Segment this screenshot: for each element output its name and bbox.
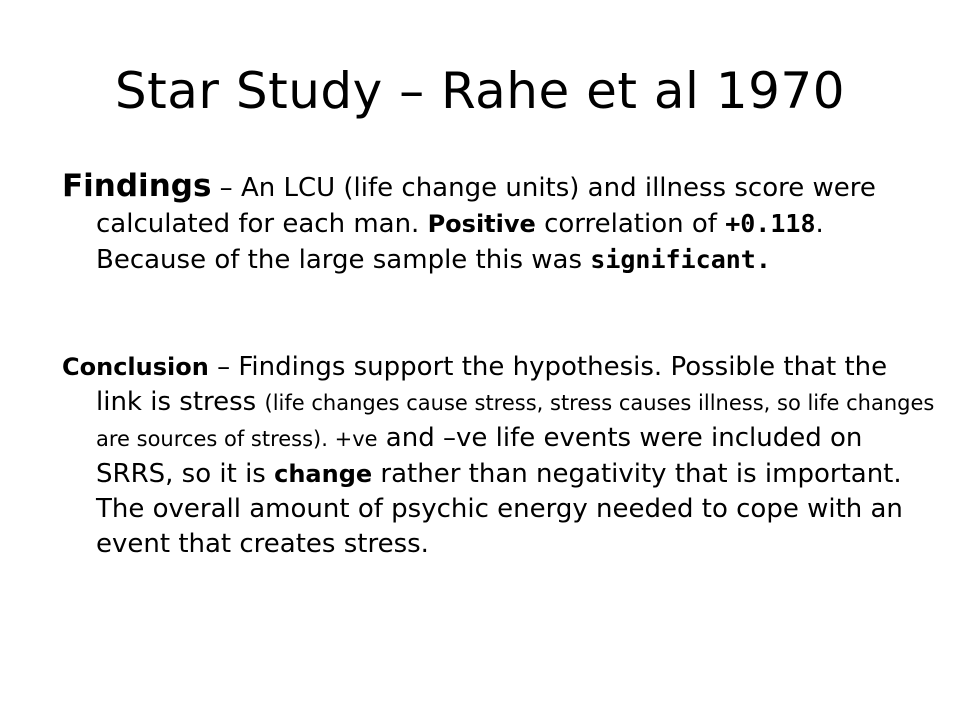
- conclusion-text-1: Findings support the hypothesis. Possible that the link is stress: [96, 352, 888, 417]
- findings-positive: Positive: [427, 210, 536, 238]
- findings-text-1: An LCU (life change units) and illness score were calculated for each man.: [96, 173, 876, 239]
- findings-text-3: . Because of the large sample this was: [96, 209, 824, 275]
- correlation-value: +0.118: [725, 209, 816, 238]
- slide-title: Star Study – Rahe et al 1970: [114, 62, 846, 120]
- findings-dash: –: [211, 173, 241, 203]
- findings-label: Findings: [62, 168, 212, 204]
- conclusion-aside: (life changes cause stress, stress causes illness, so life changes are sources of stress). +ve: [96, 391, 935, 451]
- conclusion-text-2: and –ve life events were included on SRRS, so it is: [96, 423, 863, 489]
- conclusion-label: Conclusion: [62, 353, 209, 381]
- conclusion-text-3: rather than negativity that is important. The overall amount of psychic energy needed to cope with an event that creates stress.: [96, 459, 903, 559]
- conclusion-dash: –: [208, 352, 239, 382]
- findings-paragraph: [62, 168, 936, 278]
- conclusion-change: change: [274, 460, 373, 488]
- findings-text-2: correlation of: [535, 209, 726, 239]
- conclusion-paragraph: [62, 350, 936, 562]
- findings-significant: significant.: [590, 245, 771, 274]
